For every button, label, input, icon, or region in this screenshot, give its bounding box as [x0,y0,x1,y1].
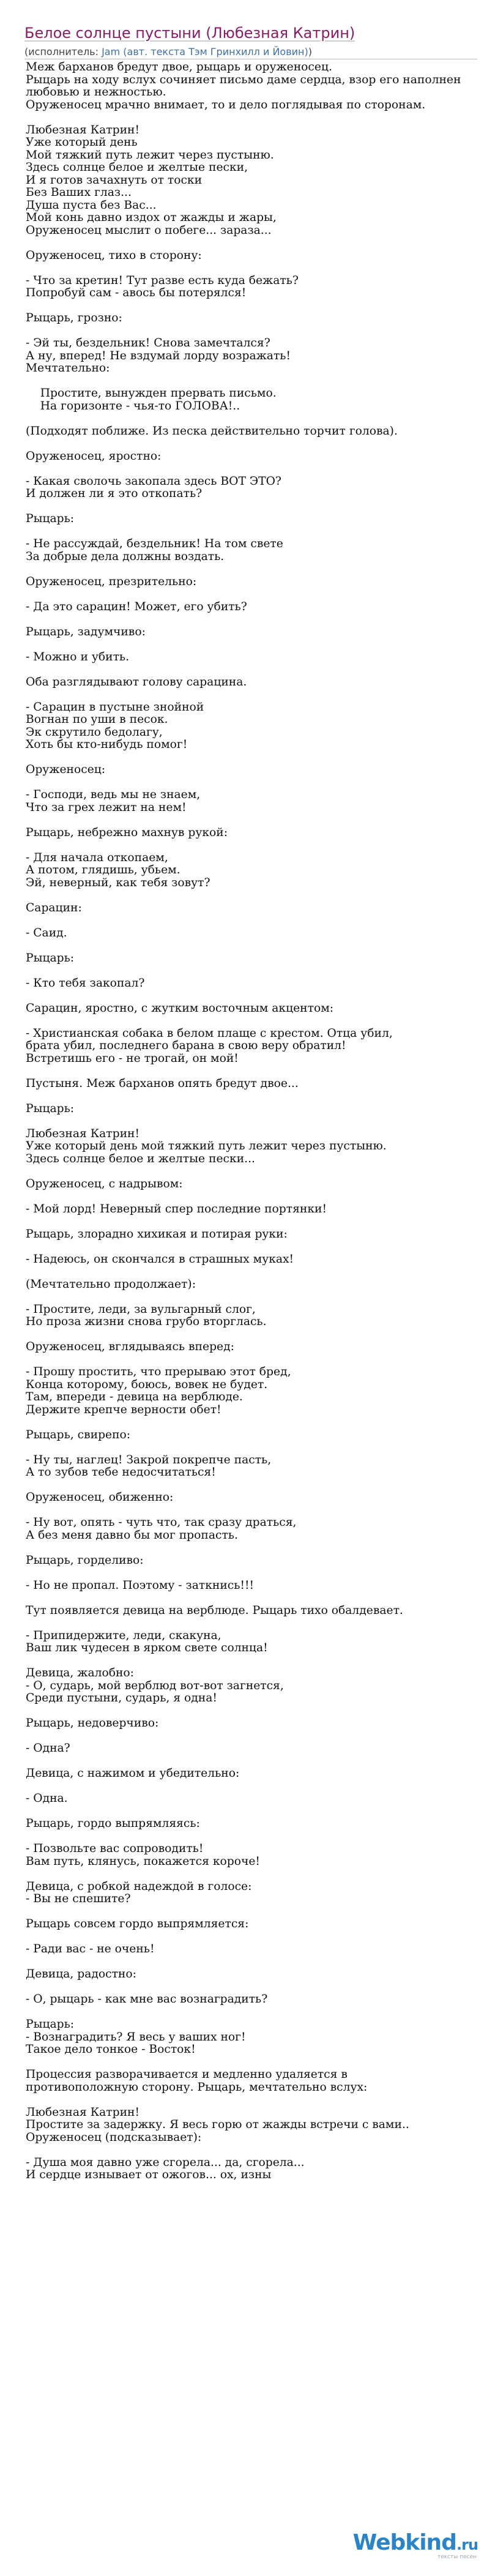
lyric-line: (Мечтательно продолжает): [26,1277,196,1291]
lyric-line: - Припидержите, леди, скакуна, [26,1629,221,1642]
lyric-line: Эй, неверный, как тебя зовут? [26,876,210,889]
song-title[interactable]: Белое солнце пустыни (Любезная Катрин) [24,24,355,42]
lyric-line: - Мой лорд! Неверный спер последние портянки! [26,1202,327,1215]
artist-link[interactable]: Jam [102,46,121,58]
lyric-line: Оруженосец, презрительно: [26,575,197,588]
lyric-line: Оруженосец, тихо в сторону: [26,248,202,262]
lyric-line: А потом, глядишь, убьем. [26,864,181,876]
lyric-line: противоположную сторону. Рыцарь, мечтательно вслух: [26,2080,368,2094]
lyric-line: Среди пустыни, сударь, я одна! [26,1692,217,1704]
lyric-line: Оба разглядывают голову сарацина. [26,675,247,689]
performer-prefix: (исполнитель: [24,46,102,58]
lyric-line: - Душа моя давно уже сгорела... да, сгорела... [26,2156,305,2169]
lyric-line: - О, сударь, мой верблюд вот-вот загнется, [26,1679,284,1692]
lyric-line: А ну, вперед! Не вздумай лорду возражать! [26,349,291,362]
lyric-line: Простите, вынужден прервать письмо. [26,387,277,400]
lyric-line: Уже который день [26,136,138,149]
lyric-line: Рыцарь: [26,512,75,525]
lyric-line: Рыцарь, задумчиво: [26,625,146,638]
lyric-line: Простите за задержку. Я весь горю от жажды встречи с вами.. [26,2118,409,2131]
lyric-line: (Подходят поближе. Из песка действительно торчит голова). [26,424,398,438]
performer-line [24,45,477,59]
lyric-line: Встретишь его - не трогай, он мой! [26,1051,239,1065]
lyric-line: Сарацин, яростно, с жутким восточным акцентом: [26,1001,334,1015]
lyric-line: Без Ваших глаз... [26,186,132,199]
lyric-line: Но проза жизни снова грубо вторглась. [26,1315,267,1328]
lyric-line: Девица, с нажимом и убедительно: [26,1767,240,1780]
lyric-line: И я готов зачахнуть от тоски [26,173,203,187]
lyric-line: Рыцарь совсем гордо выпрямляется: [26,1917,249,1930]
lyric-line: брата убил, последнего барана в свою веру обратил! [26,1039,346,1052]
lyric-line: Такое дело тонкое - Восток! [26,2043,196,2056]
song-header [24,23,477,59]
lyric-line: Оруженосец: [26,763,106,776]
lyric-line: Оруженосец, с надрывом: [26,1177,183,1190]
lyric-line: Мой тяжкий путь лежит через пустыню. [26,148,274,162]
lyric-line: - Христианская собака в белом плаще с крестом. Отца убил, [26,1026,393,1040]
lyric-line: - Саид. [26,926,67,939]
lyric-line: - Прошу простить, что прерываю этот бред, [26,1365,291,1378]
lyrics-text [26,61,491,2182]
lyric-line: - Надеюсь, он скончался в страшных муках! [26,1252,294,1266]
lyric-line: - Вы не спешите? [26,1892,131,1905]
lyric-line: - Господи, ведь мы не знаем, [26,788,201,801]
performer-suffix: ) [308,46,312,58]
lyric-line: Здесь солнце белое и желтые пески, [26,161,248,174]
lyric-line: любовью и нежностью. [26,86,166,99]
lyric-line: И должен ли я это откопать? [26,487,203,500]
lyric-line: Рыцарь, небрежно махнув рукой: [26,826,228,839]
lyric-line: Оруженосец (подсказывает): [26,2130,202,2144]
lyric-line: - Сарацин в пустыне знойной [26,700,204,714]
lyric-line: Рыцарь: [26,2018,75,2031]
lyric-line: Девица, жалобно: [26,1667,134,1679]
lyric-line: Рыцарь, свирепо: [26,1428,131,1441]
lyric-line: - Ради вас - не очень! [26,1943,155,1955]
lyric-line: Ваш лик чудесен в ярком свете солнца! [26,1641,268,1654]
lyric-line: - Но не пропал. Поэтому - заткнись!!! [26,1578,254,1592]
watermark-tagline: тексты песен [437,2554,477,2560]
lyric-line: За добрые дела должны воздать. [26,550,225,563]
lyric-line: - Вознаградить? Я весь у ваших ног! [26,2030,246,2044]
lyric-line: Девица, с робкой надеждой в голосе: [26,1880,252,1893]
watermark-brand: Webkind.ru [352,2530,478,2555]
watermark-logo [352,2530,478,2561]
lyric-line: Что за грех лежит на нем! [26,801,187,814]
lyric-line: - Позвольте вас сопроводить! [26,1842,204,1855]
lyric-line: Любезная Катрин! [26,2105,140,2119]
lyric-line: Оруженосец мыслит о побеге... зараза... [26,223,272,237]
lyric-line: Уже который день мой тяжкий путь лежит через пустыню. [26,1140,387,1152]
lyric-line: Мечтательно: [26,362,110,375]
lyric-line: Хоть бы кто-нибудь помог! [26,738,188,751]
lyric-line: Рыцарь: [26,1102,75,1115]
lyric-line: - Какая сволочь закопала здесь ВОТ ЭТО? [26,474,281,488]
lyric-line: Там, впереди - девица на верблюде. [26,1391,243,1403]
lyric-line: Тут появляется девица на верблюде. Рыцарь тихо обалдевает. [26,1603,403,1617]
lyric-line: Любезная Катрин! [26,1127,140,1140]
lyric-line: Сарацин: [26,901,82,914]
lyric-line: Вам путь, клянусь, покажется короче! [26,1854,260,1868]
lyric-line: И сердце изнывает от ожогов... ох, изны [26,2168,272,2181]
lyric-line: Здесь солнце белое и желтые пески... [26,1152,255,1165]
lyric-line: - Можно и убить. [26,650,130,663]
lyric-line: - Одна. [26,1792,68,1805]
lyric-line: - Эй ты, бездельник! Снова замечтался? [26,337,270,349]
lyric-line: Эк скрутило бедолагу, [26,725,163,739]
lyric-line: Попробуй сам - авось бы потерялся! [26,286,247,299]
lyric-line: Меж барханов бредут двое, рыцарь и оруженосец. [26,61,332,73]
lyric-line: Рыцарь, недоверчиво: [26,1717,159,1730]
lyric-line: Оруженосец, обиженно: [26,1491,174,1504]
lyric-line: А то зубов тебе недосчитаться! [26,1466,216,1479]
lyric-line: Рыцарь: [26,951,75,965]
lyric-line: - Одна? [26,1742,70,1755]
lyric-line: Вогнан по уши в песок. [26,713,168,726]
lyric-line: Пустыня. Меж барханов опять бредут двое... [26,1077,299,1090]
lyric-line: - Для начала откопаем, [26,851,168,864]
lyric-line: Душа пуста без Вас... [26,198,157,212]
lyric-line: Рыцарь, грозно: [26,312,122,324]
lyric-line: - О, рыцарь - как мне вас вознаградить? [26,1993,268,2006]
lyric-line: Рыцарь, горделиво: [26,1553,144,1567]
lyric-line: - Кто тебя закопал? [26,976,145,990]
lyric-line: Оруженосец, вглядываясь вперед: [26,1340,234,1353]
lyric-line: Оруженосец мрачно внимает, то и дело поглядывая по сторонам. [26,98,426,111]
lyric-line: Рыцарь на ходу вслух сочиняет письмо даме сердца, взор его наполнен [26,73,461,86]
lyric-line: Оруженосец, яростно: [26,449,162,463]
lyric-line: - Простите, леди, за вульгарный слог, [26,1302,256,1316]
lyric-line: Мой конь давно издох от жажды и жары, [26,211,277,224]
lyric-line: Девица, радостно: [26,1968,136,1981]
lyric-line: А без меня давно бы мог пропасть. [26,1528,238,1542]
lyric-line: Рыцарь, злорадно хихикая и потирая руки: [26,1227,288,1241]
lyric-line: - Ну вот, опять - чуть что, так сразу драться, [26,1516,297,1529]
lyric-line: Держите крепче верности обет! [26,1403,221,1416]
authors-note: (авт. текста Тэм Гринхилл и Йовин) [120,46,308,58]
lyric-line: - Не рассуждай, бездельник! На том свете [26,537,283,550]
lyric-line: Любезная Катрин! [26,123,140,136]
lyric-line: - Да это сарацин! Может, его убить? [26,600,247,613]
lyric-line: На горизонте - чья-то ГОЛОВА!.. [26,399,240,413]
lyric-line: Рыцарь, гордо выпрямляясь: [26,1817,200,1830]
lyric-line: Конца которому, боюсь, вовек не будет. [26,1378,268,1391]
lyric-line: - Что за кретин! Тут разве есть куда бежать? [26,274,299,287]
lyric-line: - Ну ты, наглец! Закрой покрепче пасть, [26,1453,272,1466]
lyric-line: Процессия разворачивается и медленно удаляется в [26,2068,348,2081]
